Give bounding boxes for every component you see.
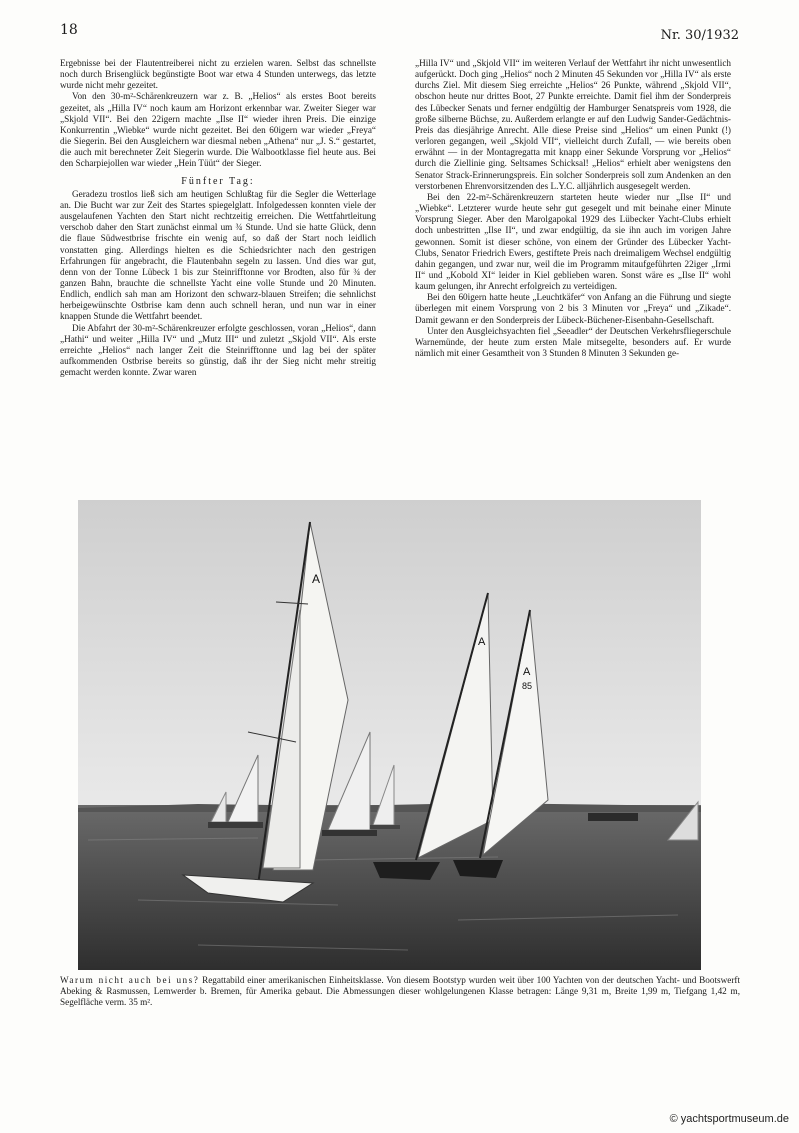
paragraph: Von den 30-m²-Schärenkreuzern war z. B. „Helios“ als erstes Boot bereits gezeitet, als „Hilla IV“ noch kaum am Horizont erkennbar war. Zweiter Sieger war „Skjold VII“. Bei den 22igern machte „Ilse II“ wieder ihren Preis. Die einzige Konkurrentin „Wiebke“ wurde nicht gezeitet. Bei den 60igern war wieder „Freya“ die Siegerin. Bei den Ausgleichern war diesmal neben „Athena“ nur „J. S.“ gestartet, die auch mit berechneter Zeit Siegerin wurde. Die Walbootklasse fiel heute aus. Bei den Scharpiejollen war wieder „Hein Tüüt“ der Sieger. [60, 91, 376, 169]
paragraph: Bei den 60igern hatte heute „Leuchtkäfer“ von Anfang an die Führung und siegte überlegen mit einem Vorsprung von 2 bis 3 Minuten vor „Freya“ und „Zikade“. Damit gewann er den Sonderpreis der Lübeck-Büchener-Eisenbahn-Gesellschaft. [415, 292, 731, 325]
sail-number: A [312, 572, 321, 586]
copyright-watermark: © yachtsportmuseum.de [669, 1113, 789, 1125]
issue-number: Nr. 30/1932 [660, 28, 739, 43]
paragraph: Geradezu trostlos ließ sich am heutigen Schlußtag für die Segler die Wetterlage an. Die Bucht war zur Zeit des Startes spiegelglatt. Infolgedessen konnten viele der ausgelaufenen Yachten den Start nicht rechtzeitig erreichen. Die Wettfahrtleitung verschob daher den Start zunächst einmal um ¾ Stunde. Und sie hatte Glück, denn die flaue Südwestbrise frischte ein wenig auf, so daß der Start noch leidlich vonstatten ging. Allerdings hielten es die Schiedsrichter nach den gestrigen Erfahrungen für angebracht, die Flautenbahn segeln zu lassen. Und dies war gut, denn von der Tonne Lübeck 1 bis zur Steinrifftonne vor Brodten, also für ¾ der ganzen Bahn, brauchte die schnellste Yacht eine volle Stunde und 20 Minuten. Endlich, endlich sah man am Horizont den schwarz-blauen Streifen; die sehnlichst herbeigewünschte Ostbrise kam denn auch schnell heran, und nun war in einer knappen Stunde die Wettfahrt beendet. [60, 188, 376, 322]
distant-steamer [588, 813, 638, 821]
section-heading: Fünfter Tag: [181, 175, 255, 187]
sail-number: A [523, 666, 531, 678]
caption-text: Regattabild einer amerikanischen Einheitsklasse. Von diesem Bootstyp wurden weit über 100 Yachten von der deutschen Yacht- und Bootswerft Abeking & Rasmussen, Lemwerder b. Bremen, für Amerika gebaut. Die Abmessungen dieser wohlgelungenen Klasse betragen: Länge 9,31 m, Breite 1,99 m, Tiefgang 1,42 m, Segelfläche verm. 35 m². [60, 975, 740, 1008]
left-column [60, 58, 376, 378]
paragraph: Die Abfahrt der 30-m²-Schärenkreuzer erfolgte geschlossen, voran „Helios“, dann „Hathi“ und weiter „Hilla IV“ und „Mutz III“ und zuletzt „Skjold VII“. Als erste erreichte „Helios“ nach langer Zeit die Steinrifftonne und lag bei der später aufkommenden Ostbrise bereits so günstig, daß ihr der Sieg nicht mehr streitig gemacht werden konnte. Zwar waren [60, 322, 376, 378]
paragraph: Bei den 22-m²-Schärenkreuzern starteten heute wieder nur „Ilse II“ und „Wiebke“. Letzterer wurde heute sehr gut gesegelt und mit beinahe einer Minute Vorsprung Sieger. Aber den Marolgapokal 1929 des Lübecker Yacht-Clubs erhielt doch unbestritten „Ilse II“, und zwar endgültig, da sie ihn auch im vorigen Jahre gewonnen. Somit ist dieser schöne, von einem der Gründer des Lübecker Yacht-Clubs, Senator Friedrich Ewers, gestiftete Preis nach dreimaligem Wechsel endgültig dahin gegangen, und zwar nur, weil die im Programm mitaufgeführten 22iger „Irmi II“ und „Kobold XI“ leider in Kiel geblieben waren. Sonst wäre es „Ilse II“ wohl kaum gelungen, ihr Anrecht erfolgreich zu verteidigen. [415, 191, 731, 292]
paragraph: „Hilla IV“ und „Skjold VII“ im weiteren Verlauf der Wettfahrt ihr nicht unwesentlich aufgerückt. Doch ging „Helios“ noch 2 Minuten 45 Sekunden vor „Hilla IV“ als erste durchs Ziel. Mit diesem Sieg erreichte „Helios“ 26 Punkte, während „Skjold VII“, obschon heute nur drittes Boot, 27 Punkte erreichte. Damit fiel ihm der Sonderpreis des Lübecker Senats und ferner endgültig der Hamburger Senatspreis vom 1928, die große silberne Büchse, zu. Außerdem erlangte er auf den Ludwig Sander-Gedächtnis-Preis das diesjährige Anrecht. Alle diese Preise sind „Helios“ um einen Punkt (!) verloren gegangen, weil „Skjold VII“, vielleicht durch Zufall, — wie bereits oben erwähnt — in der Montagregatta mit knapp einer Sekunde Vorsprung vor „Helios“ durch die Ziellinie ging. Seltsames Schicksal! „Helios“ erhielt aber wenigstens den Senator Strack-Erinnerungspreis. Ein solcher Sonderpreis soll zum Andenken an den verstorbenen Ehrenvorsitzenden des L.Y.C. alljährlich ausgesegelt werden. [415, 58, 731, 191]
regatta-photo [78, 500, 701, 970]
caption-lead: Warum nicht auch bei uns? [60, 975, 200, 985]
sail-number: 85 [522, 681, 533, 691]
page-number: 18 [60, 22, 78, 38]
photo-caption [60, 975, 740, 1009]
paragraph: Unter den Ausgleichsyachten fiel „Seeadler“ der Deutschen Verkehrsfliegerschule Warnemünde, der heute zum ersten Male mitsegelte, besonders auf. Er wurde nämlich mit einer Gesamtheit von 3 Stunden 8 Minuten 3 Sekunden ge- [415, 325, 731, 359]
regatta-photo-drawing [78, 500, 701, 970]
paragraph: Ergebnisse bei der Flautentreiberei nicht zu erzielen waren. Selbst das schnellste noch durch Brisenglück begünstigte Boot war etwa 4 Stunden unterwegs, das letzte wurde nicht mehr gezeitet. [60, 58, 376, 91]
right-column [415, 58, 731, 359]
sail-number: A [478, 636, 486, 648]
